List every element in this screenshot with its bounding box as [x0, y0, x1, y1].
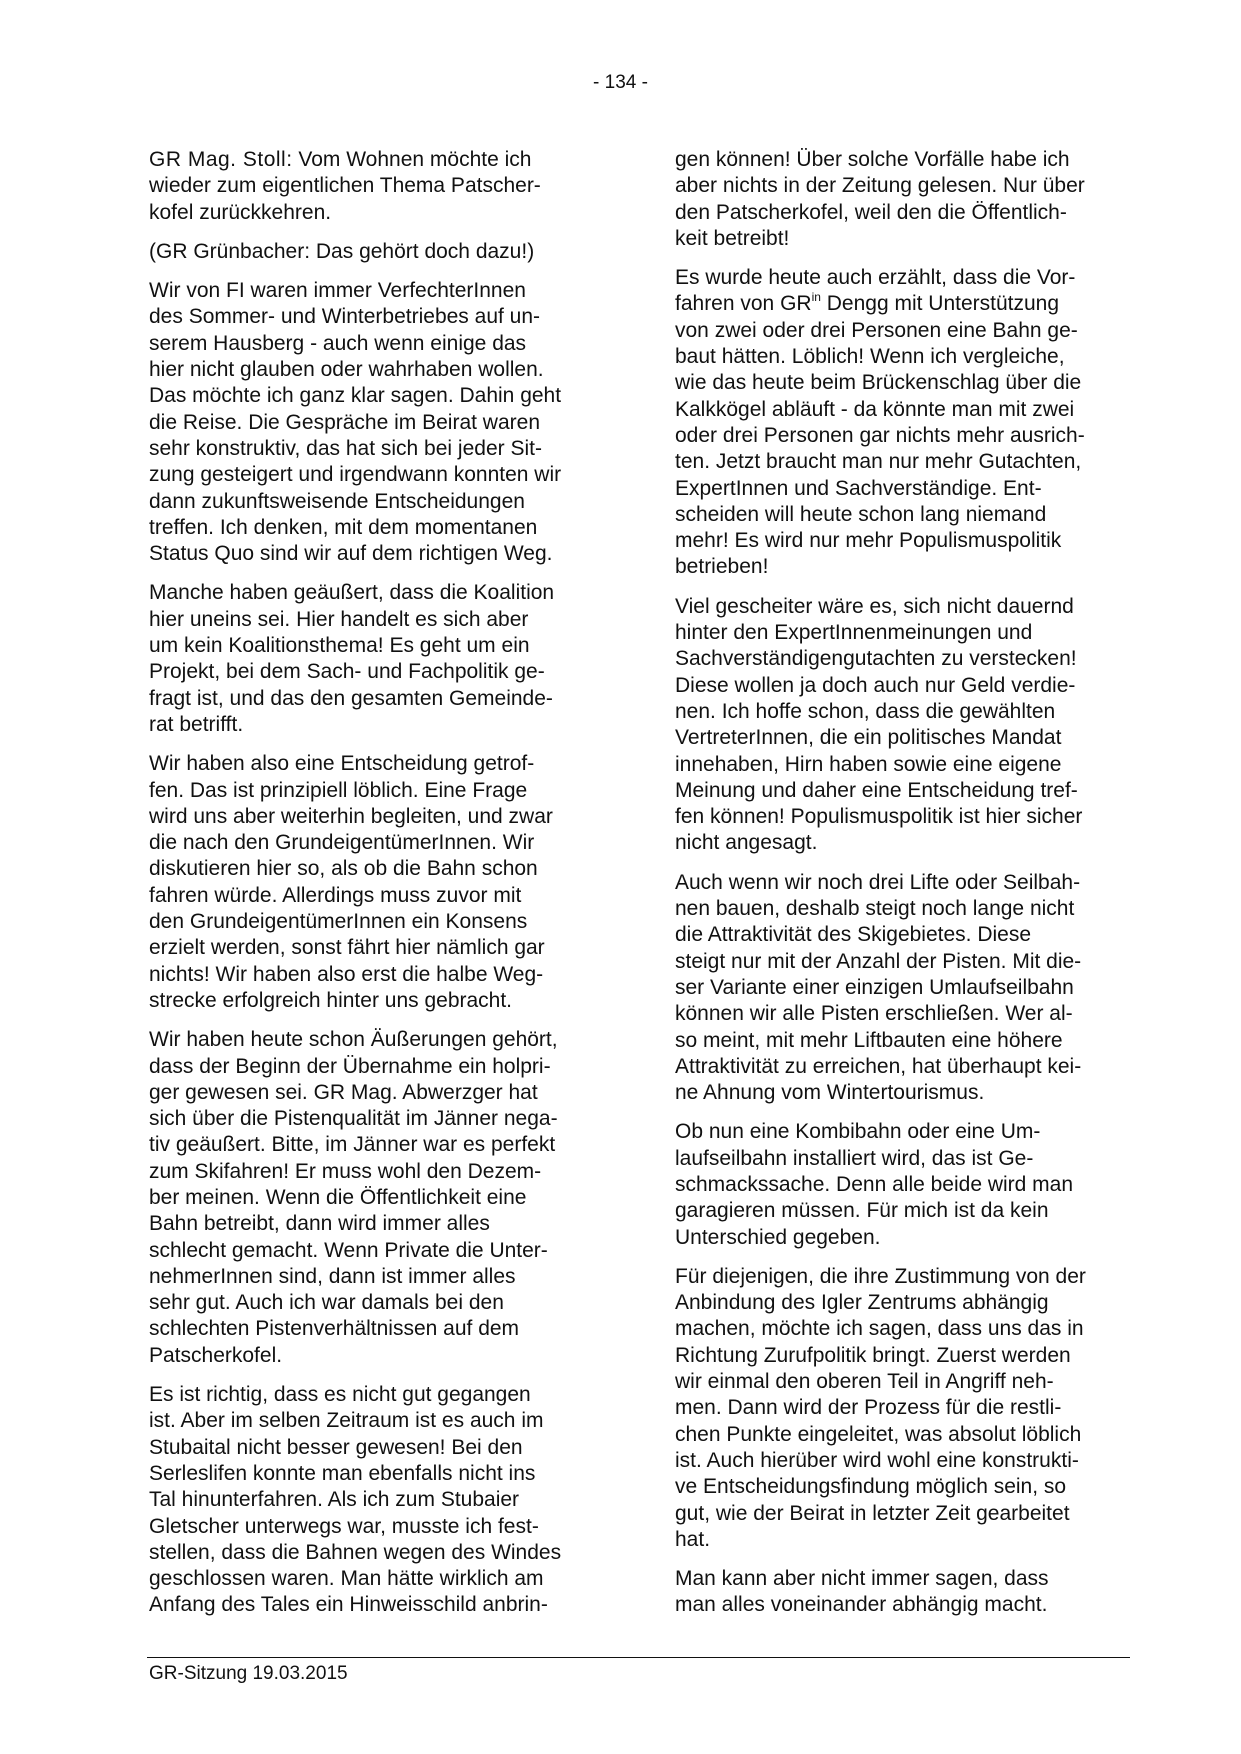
- text-line: ExpertInnen und Sachverständige. Ent-: [675, 476, 1042, 500]
- text-line: des Sommer- und Winterbetriebes auf un-: [149, 305, 541, 329]
- text-line: von zwei oder drei Personen eine Bahn ge-: [675, 318, 1078, 342]
- paragraph: [149, 278, 609, 567]
- paragraph: [149, 1382, 609, 1619]
- text-line: nichts! Wir haben also erst die halbe Weg-: [149, 962, 544, 986]
- text-line: wieder zum eigentlichen Thema Patscher-: [149, 174, 541, 198]
- left-column: [149, 147, 609, 1632]
- text-line: den GrundeigentümerInnen ein Konsens: [149, 910, 528, 934]
- text-line: wir einmal den oberen Teil in Angriff neh-: [675, 1370, 1054, 1394]
- right-column: [675, 147, 1145, 1632]
- text-line: betrieben!: [675, 555, 769, 579]
- text-line: hinter den ExpertInnenmeinungen und: [675, 621, 1033, 645]
- text-line: tiv geäußert. Bitte, im Jänner war es perfekt: [149, 1133, 556, 1157]
- text-segment: Vom Wohnen möchte ich: [292, 148, 532, 171]
- text-line: Auch wenn wir noch drei Lifte oder Seilbah-: [675, 870, 1081, 894]
- text-line: ser Variante einer einzigen Umlaufseilbahn: [675, 975, 1074, 999]
- text-line: mehr! Es wird nur mehr Populismuspolitik: [675, 529, 1062, 553]
- text-line: nen. Ich hoffe schon, dass die gewählten: [675, 699, 1056, 723]
- text-line: sehr gut. Auch ich war damals bei den: [149, 1291, 504, 1315]
- text-line: Sachverständigengutachten zu verstecken!: [675, 647, 1077, 671]
- text-line: Bahn betreibt, dann wird immer alles: [149, 1212, 490, 1236]
- text-line: hier nicht glauben oder wahrhaben wollen.: [149, 358, 544, 382]
- paragraph: [675, 265, 1145, 581]
- text-line: Status Quo sind wir auf dem richtigen Weg.: [149, 542, 553, 566]
- text-line: nehmerInnen sind, dann ist immer alles: [149, 1264, 516, 1288]
- text-line: so meint, mit mehr Liftbauten eine höhere: [675, 1028, 1063, 1052]
- text-line: dass der Beginn der Übernahme ein holpri-: [149, 1054, 551, 1078]
- text-line: Manche haben geäußert, dass die Koalition: [149, 581, 555, 605]
- text-line: fen können! Populismuspolitik ist hier sicher: [675, 805, 1083, 829]
- text-line: baut hätten. Löblich! Wenn ich vergleiche,: [675, 345, 1065, 369]
- footer-session-date: GR-Sitzung 19.03.2015: [149, 1663, 348, 1684]
- text-line: ve Entscheidungsfindung möglich sein, so: [675, 1475, 1067, 1499]
- text-line: Viel gescheiter wäre es, sich nicht dauernd: [675, 594, 1074, 618]
- footer-divider: [147, 1657, 1130, 1658]
- text-line: fragt ist, und das den gesamten Gemeinde-: [149, 686, 553, 710]
- text-line: treffen. Ich denken, mit dem momentanen: [149, 515, 538, 539]
- text-line: ist. Auch hierüber wird wohl eine konstrukti-: [675, 1448, 1079, 1472]
- text-line: wird uns aber weiterhin begleiten, und zwar: [149, 804, 553, 828]
- text-line: aber nichts in der Zeitung gelesen. Nur über: [675, 174, 1085, 198]
- text-line: erzielt werden, sonst fährt hier nämlich gar: [149, 936, 545, 960]
- text-line: Man kann aber nicht immer sagen, dass: [675, 1567, 1049, 1591]
- paragraph: [675, 147, 1145, 252]
- text-line: diskutieren hier so, als ob die Bahn schon: [149, 857, 538, 881]
- text-line: zum Skifahren! Er muss wohl den Dezem-: [149, 1159, 542, 1183]
- paragraph: [149, 580, 609, 738]
- text-line: ten. Jetzt braucht man nur mehr Gutachten,: [675, 450, 1082, 474]
- page-number: - 134 -: [593, 72, 648, 93]
- text-line: können wir alle Pisten erschließen. Wer al-: [675, 1002, 1073, 1026]
- text-line: garagieren müssen. Für mich ist da kein: [675, 1199, 1049, 1223]
- paragraph: [675, 594, 1145, 857]
- text-segment: Dengg mit Unterstützung: [820, 292, 1060, 316]
- text-line: Serleslifen konnte man ebenfalls nicht ins: [149, 1461, 536, 1485]
- text-line: Kalkkögel abläuft - da könnte man mit zwei: [675, 397, 1075, 421]
- text-line: ber meinen. Wenn die Öffentlichkeit eine: [149, 1185, 527, 1209]
- text-line: rat betrifft.: [149, 712, 244, 736]
- text-line: die nach den GrundeigentümerInnen. Wir: [149, 831, 535, 855]
- paragraph: [149, 751, 609, 1014]
- text-line: die Reise. Die Gespräche im Beirat waren: [149, 410, 541, 434]
- text-line: chen Punkte eingeleitet, was absolut löblich: [675, 1422, 1082, 1446]
- text-line: steigt nur mit der Anzahl der Pisten. Mit die-: [675, 949, 1082, 973]
- text-line: den Patscherkofel, weil den die Öffentlich-: [675, 200, 1067, 224]
- text-line: nicht angesagt.: [675, 831, 818, 855]
- text-line: scheiden will heute schon lang niemand: [675, 502, 1047, 526]
- text-line: sich über die Pistenqualität im Jänner nega-: [149, 1107, 558, 1131]
- text-line: schmackssache. Denn alle beide wird man: [675, 1172, 1074, 1196]
- text-line: ne Ahnung vom Wintertourismus.: [675, 1081, 985, 1105]
- text-line: Unterschied gegeben.: [675, 1225, 881, 1249]
- text-line: machen, möchte ich sagen, dass uns das in: [675, 1317, 1084, 1341]
- text-line: stellen, dass die Bahnen wegen des Windes: [149, 1540, 562, 1564]
- text-line: man alles voneinander abhängig macht.: [675, 1593, 1048, 1617]
- paragraph: [675, 1264, 1145, 1553]
- text-line: Gletscher unterwegs war, musste ich fest-: [149, 1514, 539, 1538]
- text-line: Stubaital nicht besser gewesen! Bei den: [149, 1435, 523, 1459]
- text-line: Ob nun eine Kombibahn oder eine Um-: [675, 1120, 1041, 1144]
- text-line: schlechten Pistenverhältnissen auf dem: [149, 1317, 520, 1341]
- paragraph: [149, 147, 609, 226]
- text-line: laufseilbahn installiert wird, das ist Ge-: [675, 1146, 1034, 1170]
- text-line: wie das heute beim Brückenschlag über die: [675, 371, 1082, 395]
- text-line: gut, wie der Beirat in letzter Zeit gearbeitet: [675, 1501, 1070, 1525]
- text-line: Patscherkofel.: [149, 1343, 283, 1367]
- text-line: Für diejenigen, die ihre Zustimmung von der: [675, 1264, 1086, 1288]
- text-line: zung gesteigert und irgendwann konnten wir: [149, 463, 562, 487]
- text-line: [149, 147, 609, 173]
- text-line: Wir von FI waren immer VerfechterInnen: [149, 279, 526, 303]
- text-line: men. Dann wird der Prozess für die restli-: [675, 1396, 1062, 1420]
- text-line: Projekt, bei dem Sach- und Fachpolitik ge-: [149, 660, 545, 684]
- text-line: fen. Das ist prinzipiell löblich. Eine Frage: [149, 778, 528, 802]
- text-line: ist. Aber im selben Zeitraum ist es auch im: [149, 1409, 544, 1433]
- text-line: Diese wollen ja doch auch nur Geld verdie-: [675, 673, 1076, 697]
- paragraph: [149, 1027, 609, 1369]
- text-segment: fahren von GR: [675, 292, 812, 316]
- text-line: dann zukunftsweisende Entscheidungen: [149, 489, 525, 513]
- text-line: fahren würde. Allerdings muss zuvor mit: [149, 883, 522, 907]
- text-line: die Attraktivität des Skigebietes. Diese: [675, 923, 1032, 947]
- text-line: Meinung und daher eine Entscheidung tref-: [675, 778, 1078, 802]
- text-line: hier uneins sei. Hier handelt es sich aber: [149, 607, 529, 631]
- text-line: gen können! Über solche Vorfälle habe ich: [675, 148, 1070, 171]
- text-line: Wir haben heute schon Äußerungen gehört,: [149, 1028, 558, 1052]
- text-line: um kein Koalitionsthema! Es geht um ein: [149, 634, 530, 658]
- text-line: [675, 291, 1145, 317]
- text-line: strecke erfolgreich hinter uns gebracht.: [149, 988, 513, 1012]
- text-line: Tal hinunterfahren. Als ich zum Stubaier: [149, 1488, 520, 1512]
- text-line: Anfang des Tales ein Hinweisschild anbrin-: [149, 1593, 548, 1617]
- text-line: oder drei Personen gar nichts mehr ausrich-: [675, 423, 1085, 447]
- text-line: sehr konstruktiv, das hat sich bei jeder Sit-: [149, 436, 542, 460]
- paragraph: [675, 870, 1145, 1107]
- paragraph: [149, 239, 609, 265]
- paragraph: [675, 1566, 1145, 1619]
- text-line: nen bauen, deshalb steigt noch lange nicht: [675, 897, 1075, 921]
- text-line: Wir haben also eine Entscheidung getrof-: [149, 752, 535, 776]
- text-line: Richtung Zurufpolitik bringt. Zuerst werden: [675, 1343, 1071, 1367]
- text-line: VertreterInnen, die ein politisches Mandat: [675, 726, 1062, 750]
- text-line: geschlossen waren. Man hätte wirklich am: [149, 1567, 544, 1591]
- text-line: (GR Grünbacher: Das gehört doch dazu!): [149, 239, 535, 263]
- text-line: schlecht gemacht. Wenn Private die Unter-: [149, 1238, 548, 1262]
- speaker-name: GR Mag. Stoll:: [149, 148, 293, 171]
- text-line: Attraktivität zu erreichen, hat überhaupt kei-: [675, 1054, 1082, 1078]
- text-line: hat.: [675, 1527, 711, 1551]
- paragraph: [675, 1119, 1145, 1250]
- text-line: Es ist richtig, dass es nicht gut gegangen: [149, 1383, 531, 1407]
- text-line: kofel zurückkehren.: [149, 200, 332, 224]
- text-line: Das möchte ich ganz klar sagen. Dahin geht: [149, 384, 562, 408]
- text-line: keit betreibt!: [675, 226, 790, 250]
- text-line: ger gewesen sei. GR Mag. Abwerzger hat: [149, 1080, 538, 1104]
- text-line: Es wurde heute auch erzählt, dass die Vor-: [675, 266, 1076, 290]
- text-line: innehaben, Hirn haben sowie eine eigene: [675, 752, 1062, 776]
- text-line: serem Hausberg - auch wenn einige das: [149, 331, 527, 355]
- text-line: Anbindung des Igler Zentrums abhängig: [675, 1291, 1049, 1315]
- superscript: in: [811, 290, 821, 305]
